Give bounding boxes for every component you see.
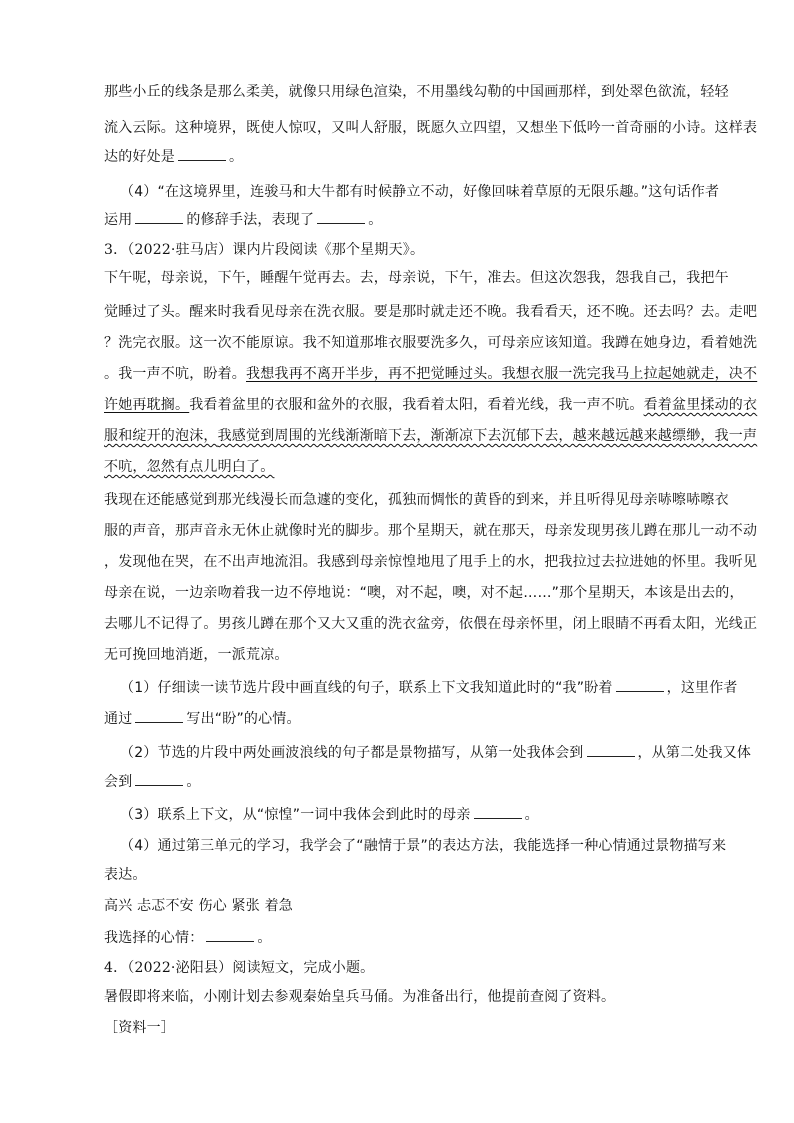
passage-line — [104, 364, 757, 384]
question-text: （1）仔细读一读节选片段中画直线的句子，联系上下文我知道此时的“我”盼着 — [120, 680, 613, 696]
question-text: （2）节选的片段中两处画波浪线的句子都是景物描写，从第一处我体会到 — [120, 745, 584, 761]
question-text: 通过 — [104, 711, 133, 727]
question-text: 的修辞手法，表现了 — [186, 212, 315, 228]
answer-blank[interactable] — [135, 771, 183, 786]
passage-text: 。我一声不吭，盼着。 — [104, 366, 246, 382]
question-line — [120, 677, 738, 698]
question-text: ，这里作者 — [666, 680, 738, 696]
passage-line: 下午呢，母亲说，下午，睡醒午觉再去。去，母亲说，下午，准去。但这次怨我，怨我自己，我把午 — [104, 270, 729, 286]
question-line: （4）通过第三单元的学习，我学会了“融情于景”的表达方法，我能选择一种心情通过景物描写来 — [120, 838, 727, 854]
passage-line: ？洗完衣服。这一次不能原谅。我不知道那堆衣服要洗多久，可母亲应该知道。我蹲在她身边，看着她洗 — [104, 335, 758, 351]
question-text: 。 — [186, 774, 201, 790]
question-text: 。 — [229, 149, 244, 165]
question-text: 写出“盼”的心情。 — [186, 711, 301, 727]
question-text: 会到 — [104, 774, 133, 790]
passage-line — [104, 395, 757, 415]
wavy-underlined-sentence: 不吭，忽然有点儿明白了。 — [104, 459, 275, 475]
passage-line: 母亲在说，一边亲吻着我一边不停地说：“噢，对不起，噢，对不起……”那个星期天，本该是出去的， — [104, 585, 744, 601]
answer-blank[interactable] — [135, 708, 183, 723]
answer-blank[interactable] — [474, 804, 522, 819]
question-line — [104, 146, 243, 167]
question-4-line: （4）“在这境界里，连骏马和大牛都有时候静立不动，好像回味着草原的无限乐趣。”这句话作者 — [120, 184, 720, 200]
question-line — [120, 742, 751, 763]
answer-blank[interactable] — [587, 742, 635, 757]
question-line — [104, 209, 382, 230]
passage-line — [104, 457, 274, 477]
wavy-underlined-sentence: 我感觉到周围的光线渐渐暗下去，渐渐凉下去沉郁下去，越来越远越来越缥缈，我一声 — [217, 428, 758, 444]
question-line — [104, 771, 201, 792]
mood-options: 高兴 忐忑不安 伤心 紧张 着急 — [104, 898, 293, 914]
straight-underlined-sentence: 许她再耽搁。 — [104, 397, 190, 413]
straight-underlined-sentence: 我想我再不离开半步，再不把觉睡过头。我想衣服一洗完我马上拉起她就走，决不 — [246, 366, 758, 382]
question-text: 我选择的心情： — [104, 930, 204, 946]
question-text: 。 — [524, 807, 539, 823]
passage-line — [104, 426, 757, 446]
question-line: 表达。 — [104, 867, 147, 883]
wavy-underlined-sentence: 服和绽开的泡沫， — [104, 428, 218, 444]
passage-line: 流入云际。这种境界，既使人惊叹，又叫人舒服，既愿久立四望，又想坐下低吟一首奇丽的小诗。这样表 — [104, 120, 758, 136]
answer-blank[interactable] — [206, 927, 254, 942]
question-text: 。 — [257, 930, 272, 946]
passage-line: 无可挽回地消逝，一派荒凉。 — [104, 647, 289, 663]
answer-blank[interactable] — [616, 677, 664, 692]
question-line — [104, 927, 272, 948]
question-text: 。 — [368, 212, 383, 228]
question-text: 运用 — [104, 212, 133, 228]
passage-text: 我看着盆里的衣服和盆外的衣服，我看着太阳，看着光线，我一声不吭。 — [189, 397, 644, 413]
wavy-underlined-sentence: 看着盆里揉动的衣 — [643, 397, 758, 413]
answer-blank[interactable] — [178, 146, 226, 161]
question-line — [104, 708, 301, 729]
question-line — [120, 804, 539, 825]
passage-line: 去哪儿不记得了。男孩儿蹲在那个又大又重的洗衣盆旁，依偎在母亲怀里，闭上眼睛不再看太阳，光线正 — [104, 616, 758, 632]
question-text: ，从第二处我又体 — [637, 745, 752, 761]
item-4-heading: 4．（2022·泌阳县）阅读短文，完成小题。 — [104, 960, 375, 976]
question-text: （3）联系上下文，从“惊惶”一词中我体会到此时的母亲 — [120, 807, 471, 823]
passage-line: 我现在还能感觉到那光线漫长而急遽的变化，孤独而惆怅的黄昏的到来，并且听得见母亲哧嚓哧嚓衣 — [104, 492, 729, 508]
material-label: ［资料一］ — [104, 1020, 175, 1036]
passage-line: ，发现他在哭，在不出声地流泪。我感到母亲惊惶地甩了甩手上的水，把我拉过去拉进她的怀里。我听见 — [104, 554, 758, 570]
answer-blank[interactable] — [135, 209, 183, 224]
item-3-heading: 3．（2022·驻马店）课内片段阅读《那个星期天》。 — [104, 242, 425, 258]
question-text: 达的好处是 — [104, 149, 175, 165]
passage-line: 觉睡过了头。醒来时我看见母亲在洗衣服。要是那时就走还不晚。我看看天，还不晚。还去吗？去。走吧 — [104, 304, 758, 320]
answer-blank[interactable] — [317, 209, 365, 224]
passage-line: 服的声音，那声音永无休止就像时光的脚步。那个星期天，就在那天，母亲发现男孩儿蹲在那儿一动不动 — [104, 523, 758, 539]
passage-line: 暑假即将来临，小刚计划去参观秦始皇兵马俑。为准备出行，他提前查阅了资料。 — [104, 989, 616, 1005]
passage-line: 那些小丘的线条是那么柔美，就像只用绿色渲染，不用墨线勾勒的中国画那样，到处翠色欲流，轻轻 — [104, 84, 729, 100]
